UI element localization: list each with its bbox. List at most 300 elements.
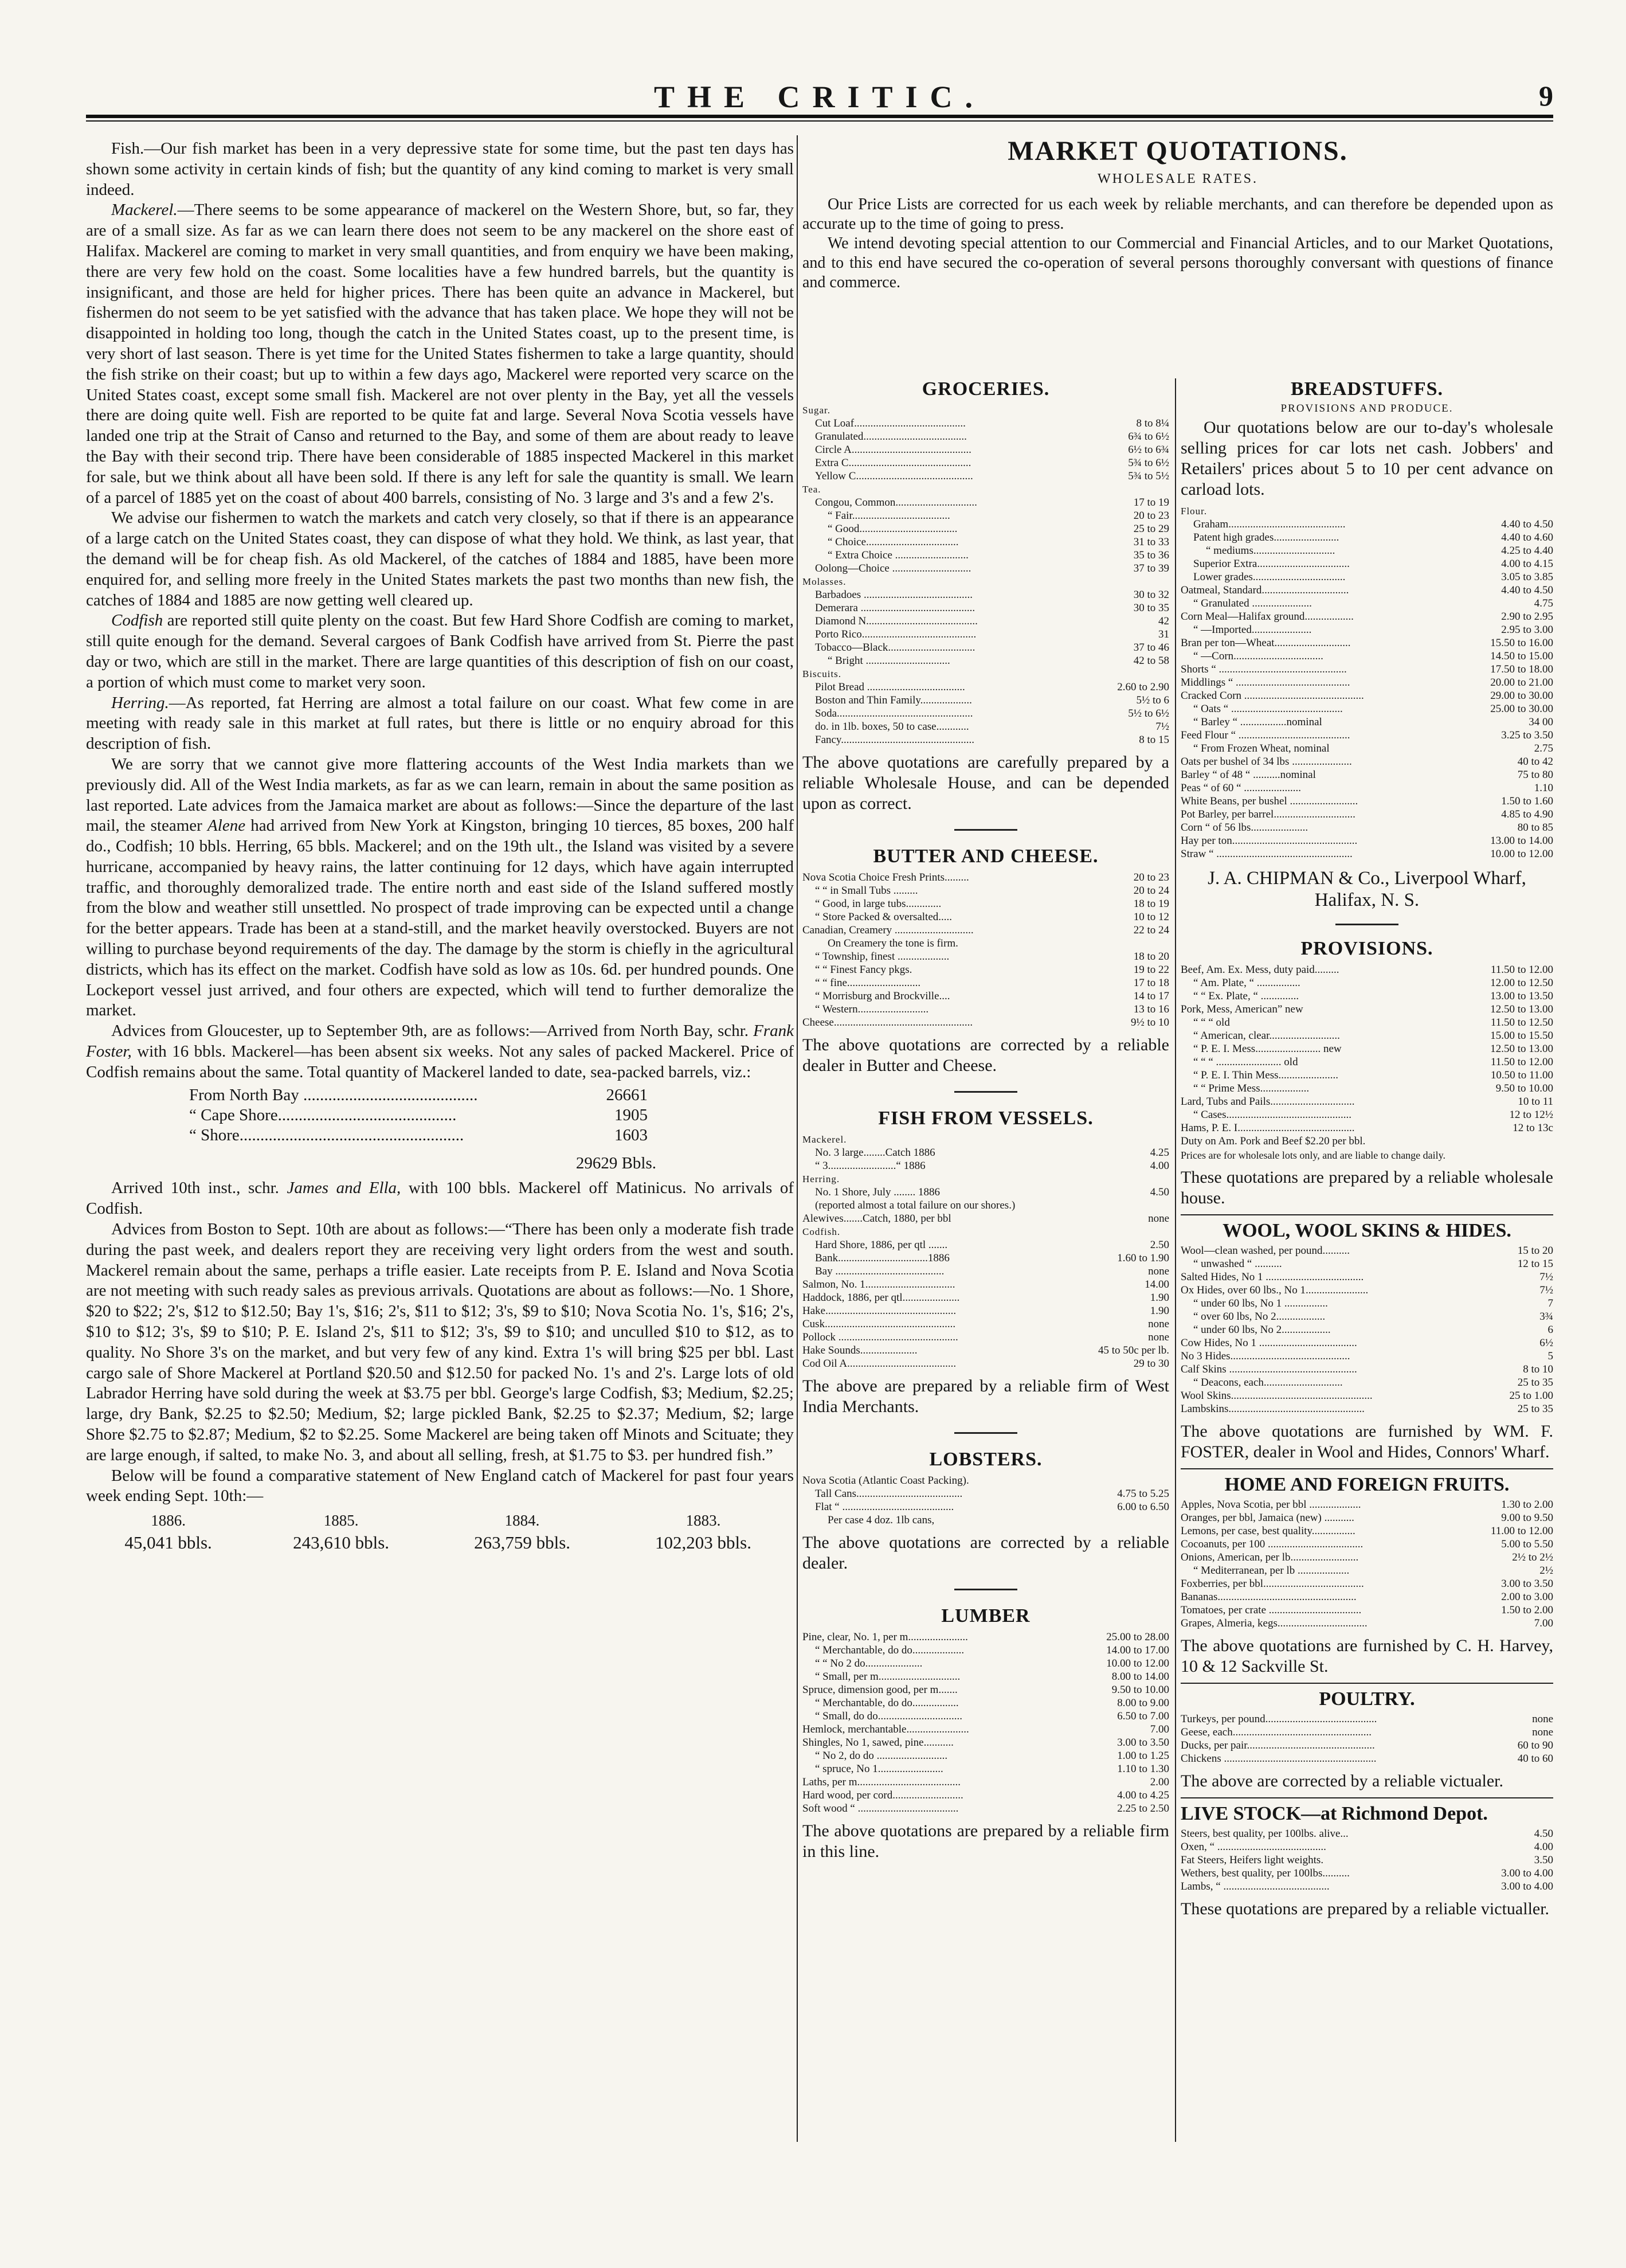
price-value: 3.50 [1534, 1854, 1553, 1866]
butter-table [802, 871, 1169, 1029]
price-row [802, 641, 1169, 654]
price-label: do. in 1lb. boxes, 50 to case............ [815, 721, 969, 733]
price-value: 19 to 22 [1133, 964, 1169, 976]
price-value: 15 to 20 [1517, 1245, 1553, 1257]
price-label: “ American, clear.......................... [1193, 1030, 1340, 1042]
price-row [802, 1003, 1169, 1016]
fruits-title: HOME AND FOREIGN FRUITS. [1224, 1474, 1510, 1495]
price-value: 9.50 to 10.00 [1495, 1082, 1553, 1094]
lumber-table [802, 1630, 1169, 1815]
west-india-paragraph [86, 754, 794, 1021]
price-label: “ “ No 2 do..................... [815, 1657, 923, 1669]
price-row [802, 937, 1169, 950]
wool-note: The above quotations are furnished by WM. F. FOSTER, dealer in Wool and Hides, Connors' Wharf. [1181, 1422, 1553, 1461]
price-value [1095, 1474, 1169, 1487]
catch-year: 1883. [685, 1512, 721, 1530]
price-row [1181, 702, 1553, 715]
price-row [802, 470, 1169, 483]
price-label: Bran per ton—Wheat............................ [1181, 637, 1351, 649]
price-label: Spruce, dimension good, per m....... [802, 1684, 958, 1696]
arrival-text-b: with 100 bbls. Mackerel off Matinicus. No arrivals of Codfish. [86, 1179, 794, 1218]
landed-row [189, 1085, 648, 1105]
price-label: Circle A............................................ [815, 444, 971, 456]
masthead-title: THE CRITIC. [653, 80, 986, 114]
fruits-section [1181, 1474, 1553, 1677]
price-value: 60 to 90 [1517, 1739, 1553, 1751]
codfish-lead: Codfish [111, 611, 163, 630]
price-row [1181, 1350, 1553, 1363]
price-row [1181, 1752, 1553, 1765]
ship-name-frank-foster: Frank Foster, [86, 1022, 794, 1061]
price-value: 4.25 [1150, 1147, 1169, 1159]
price-label: Oolong—Choice ............................. [815, 562, 971, 574]
price-label: Cheese................................................... [802, 1016, 973, 1029]
price-value: 10.00 to 12.00 [1490, 848, 1553, 860]
catch-year: 1886. [151, 1512, 186, 1530]
price-label: Corn Meal—Halifax ground.................. [1181, 611, 1354, 623]
price-row [802, 575, 1169, 588]
price-label: Tea. [802, 484, 821, 495]
price-row [802, 1159, 1169, 1172]
price-value [1095, 937, 1169, 950]
price-row [802, 430, 1169, 443]
price-label: Turkeys, per pound......................................... [1181, 1713, 1377, 1725]
price-value: 1.60 to 1.90 [1117, 1252, 1169, 1264]
poultry-section [1181, 1688, 1553, 1792]
price-row [802, 667, 1169, 681]
fish-market-column [86, 139, 794, 1554]
price-value: 2.75 [1534, 742, 1553, 754]
price-row [1181, 834, 1553, 847]
price-value: 7½ [1155, 721, 1169, 733]
price-row [802, 1514, 1169, 1527]
price-label: Feed Flour “ ......................................... [1181, 729, 1350, 741]
price-row [1181, 1297, 1553, 1310]
price-value: 20 to 23 [1133, 510, 1169, 522]
price-value: 25.00 to 30.00 [1490, 703, 1553, 715]
price-label: Lower grades.................................. [1193, 571, 1346, 583]
price-value: none [1532, 1726, 1553, 1738]
price-value: 5½ to 6 [1136, 694, 1169, 706]
price-row [802, 1500, 1169, 1514]
price-row [1181, 1577, 1553, 1590]
price-row [802, 884, 1169, 897]
price-value: 3.05 to 3.85 [1501, 571, 1553, 583]
price-value [1479, 1135, 1553, 1148]
catch-value: 263,759 bbls. [474, 1532, 571, 1553]
landed-row [189, 1125, 648, 1145]
price-label: Tall Cans....................................... [815, 1488, 963, 1500]
price-label: “ —Corn................................. [1193, 650, 1323, 662]
price-row [1181, 689, 1553, 702]
price-row [802, 1278, 1169, 1291]
price-label: Bay ........................................ [815, 1265, 945, 1277]
price-label: “ Morrisburg and Brockville.... [815, 990, 950, 1002]
price-value: 4.00 [1534, 1841, 1553, 1853]
price-row [1181, 729, 1553, 742]
herring-paragraph [86, 693, 794, 754]
price-row [1181, 795, 1553, 808]
price-value: 1.50 to 1.60 [1501, 795, 1553, 807]
price-label: Mackerel. [802, 1134, 847, 1145]
price-label: Beef, Am. Ex. Mess, duty paid......... [1181, 964, 1339, 976]
price-label: Granulated...................................... [815, 431, 967, 443]
price-row [802, 1630, 1169, 1644]
price-label: Hake Sounds..................... [802, 1344, 918, 1356]
price-value: 2.95 to 3.00 [1501, 624, 1553, 636]
catch-comparison-table [86, 1510, 794, 1554]
price-value: 17.50 to 18.00 [1490, 663, 1553, 675]
price-row [1181, 808, 1553, 821]
price-label: “ Granulated ...................... [1193, 597, 1312, 609]
price-row [802, 1225, 1169, 1238]
catch-value: 243,610 bbls. [293, 1532, 390, 1553]
price-label: Soda.................................................. [815, 707, 973, 719]
price-label: “ unwashed “ .......... [1193, 1258, 1282, 1270]
price-row [802, 1133, 1169, 1146]
price-value: 29.00 to 30.00 [1490, 690, 1553, 702]
price-label: Bananas................................................... [1181, 1591, 1357, 1603]
price-label: Tomatoes, per crate .................................. [1181, 1604, 1362, 1616]
price-label: “ Barley “ .................nominal [1193, 716, 1322, 728]
price-label: Yellow C........................................... [815, 470, 973, 482]
price-label: No. 3 large........Catch 1886 [815, 1147, 935, 1159]
price-label: “ Township, finest ................... [815, 951, 950, 963]
price-row [1181, 1257, 1553, 1270]
price-row [802, 1789, 1169, 1802]
price-label: “ over 60 lbs, No 2.................. [1193, 1311, 1326, 1323]
price-label: Tobacco—Black................................ [815, 642, 975, 654]
price-label: Oats per bushel of 34 lbs ...................... [1181, 756, 1352, 768]
price-label: Lambs, “ ....................................... [1181, 1880, 1330, 1892]
price-row [802, 1146, 1169, 1159]
price-row [1181, 742, 1553, 755]
price-row [802, 522, 1169, 535]
price-row [802, 1317, 1169, 1331]
landed-table [189, 1085, 648, 1145]
price-row [802, 588, 1169, 601]
price-row [802, 733, 1169, 746]
price-value: 12.50 to 13.00 [1490, 1003, 1553, 1015]
lobsters-title: LOBSTERS. [929, 1449, 1043, 1470]
price-row [802, 1357, 1169, 1370]
breadstuffs-credit: J. A. CHIPMAN & Co., Liverpool Wharf, Halifax, N. S. [1208, 868, 1526, 910]
price-label: “ Small, do do............................... [815, 1710, 963, 1722]
price-value: 9.00 to 9.50 [1501, 1512, 1553, 1524]
arrival-paragraph [86, 1178, 794, 1219]
gloucester-text-b: with 16 bbls. Mackerel—has been absent six weeks. Not any sales of packed Mackerel. Price of Codfish remains about the same. Total quantity of Mackerel landed to date, sea-packed barrels, viz.: [86, 1042, 794, 1081]
price-label: Cut Loaf......................................... [815, 417, 966, 429]
masthead-rule-thin [86, 120, 1553, 122]
livestock-title: LIVE STOCK—at Richmond Depot. [1181, 1803, 1488, 1824]
price-value: 7 [1547, 1297, 1553, 1309]
price-value [1095, 404, 1169, 417]
price-value: none [1532, 1713, 1553, 1725]
herring-text: —As reported, fat Herring are almost a total failure on our coast. What few come in are meeting with ready sale in this market at full rates, but there is little or no enquiry abroad for this description of fish. [86, 693, 794, 753]
price-row [1181, 570, 1553, 584]
price-label: “ Oats “ ......................................... [1193, 703, 1343, 715]
price-label: “ “ Ex. Plate, “ .............. [1193, 990, 1299, 1002]
price-row [1181, 1003, 1553, 1016]
price-label: Middlings “ .......................................... [1181, 677, 1350, 689]
price-value: 2.60 to 2.90 [1117, 681, 1169, 693]
price-row [802, 1710, 1169, 1723]
price-value: 2.25 to 2.50 [1117, 1802, 1169, 1815]
price-value: 13.00 to 13.50 [1490, 990, 1553, 1002]
price-value: 4.40 to 4.50 [1501, 518, 1553, 530]
price-label: Straw “ .................................................. [1181, 848, 1353, 860]
price-value: 10.00 to 12.00 [1106, 1657, 1169, 1669]
ship-name-alene: Alene [207, 816, 246, 835]
provisions-section [1181, 938, 1553, 1209]
price-value: 12 to 15 [1517, 1258, 1553, 1270]
price-label: Superior Extra.................................. [1193, 558, 1350, 570]
price-row [1181, 1042, 1553, 1055]
price-label: Lemons, per case, best quality................ [1181, 1525, 1355, 1537]
price-row [1181, 990, 1553, 1003]
price-label: Lard, Tubs and Pails............................... [1181, 1096, 1355, 1108]
price-row [1181, 1726, 1553, 1739]
price-row [1181, 676, 1553, 689]
section-rule [1181, 1797, 1553, 1798]
price-value: 15.00 to 15.50 [1490, 1030, 1553, 1042]
price-label: (reported almost a total failure on our shores.) [815, 1199, 1016, 1211]
price-value: 3.25 to 3.50 [1501, 729, 1553, 741]
price-row [1181, 1108, 1553, 1121]
price-label: Geese, each................................................... [1181, 1726, 1372, 1738]
price-label: “ No 2, do do .......................... [815, 1750, 948, 1762]
mackerel-paragraph [86, 200, 794, 508]
price-value: 31 to 33 [1133, 536, 1169, 548]
landed-total: 29629 Bbls. [575, 1153, 656, 1172]
poultry-table [1181, 1712, 1553, 1765]
price-label: Bank.................................1886 [815, 1252, 950, 1264]
price-value: 25 to 35 [1517, 1403, 1553, 1415]
price-row [802, 1344, 1169, 1357]
price-value: 6¾ to 6½ [1128, 431, 1169, 443]
price-label: “ “ Finest Fancy pkgs. [815, 964, 912, 976]
price-value: 35 to 36 [1133, 549, 1169, 561]
price-row [802, 1238, 1169, 1252]
page-number: 9 [1539, 80, 1553, 112]
gloucester-text-a: Advices from Gloucester, up to September 9th, are as follows:—Arrived from North Bay, schr. [111, 1022, 754, 1041]
price-label: Cow Hides, No 1 .................................... [1181, 1337, 1357, 1349]
price-row [1181, 1284, 1553, 1297]
price-value: 30 to 35 [1133, 602, 1169, 614]
price-row [802, 654, 1169, 667]
livestock-section [1181, 1803, 1553, 1919]
west-india-text-a: We are sorry that we cannot give more flattering accounts of the West India markets than we previously did. All of the West India markets, as far as we can learn, remain in about the same position as last reported. Late advices from the Jamaica market are about as follows:—Since the departure of the last mail, the steamer [86, 754, 794, 835]
price-row [1181, 531, 1553, 544]
mackerel-lead: Mackerel. [111, 201, 178, 220]
market-intro-1: Our Price Lists are corrected for us each week by reliable merchants, and can therefore be depended upon as accurate up to the time of going to press. [802, 195, 1553, 233]
price-label: “ Merchantable, do do................... [815, 1644, 965, 1656]
price-row [1181, 1590, 1553, 1604]
price-value [1095, 1514, 1169, 1527]
price-value: none [1148, 1213, 1169, 1225]
price-row [802, 1670, 1169, 1683]
price-row [1181, 584, 1553, 597]
price-label: “ “ Prime Mess.................. [1193, 1082, 1310, 1094]
landed-value: 26661 [606, 1085, 648, 1104]
price-label: “ Small, per m.............................. [815, 1671, 961, 1683]
price-label: Cracked Corn ............................................ [1181, 690, 1364, 702]
price-value: 37 to 46 [1133, 642, 1169, 654]
price-row [802, 910, 1169, 924]
price-label: “ Choice.................................. [828, 536, 959, 548]
price-label: Barley “ of 48 “ ..........nominal [1181, 769, 1316, 781]
butter-note: The above quotations are corrected by a reliable dealer in Butter and Cheese. [802, 1035, 1169, 1075]
price-label: “ Good.................................... [828, 523, 958, 535]
price-row [1181, 1604, 1553, 1617]
price-label: White Beans, per bushel ......................... [1181, 795, 1358, 807]
price-value: 11.50 to 12.00 [1490, 1056, 1553, 1068]
groceries-note: The above quotations are carefully prepared by a reliable Wholesale House, and can be depended upon as correct. [802, 753, 1169, 813]
price-row [1181, 1363, 1553, 1376]
price-row [1181, 755, 1553, 768]
price-label: Boston and Thin Family................... [815, 694, 972, 706]
price-value: 40 to 60 [1517, 1753, 1553, 1765]
price-label: “ —Imported...................... [1193, 624, 1312, 636]
price-row [802, 1265, 1169, 1278]
price-row [802, 1749, 1169, 1762]
price-label: “ Western.......................... [815, 1003, 929, 1015]
price-value: 10 to 11 [1518, 1096, 1553, 1108]
price-label: “ “ in Small Tubs ......... [815, 885, 918, 897]
price-value: 5½ to 6½ [1128, 707, 1169, 719]
mackerel-text: —There seems to be some appearance of mackerel on the Western Shore, but, so far, they are of a small size. As far as we can learn there does not seem to be any mackerel on the shore east of Halifax. Mackerel are coming to market in very small quantities, and from enquiry we have been making, there are very few hold on the coast. Some localities have a few hundred barrels, but the quantity is insignificant, and those are held for higher prices. There has been quite an advance in Mackerel, but fishermen do not seem to be yet satisfied with the advance that has taken place. We hope they will not be disappointed in holding too long, though the catch in the United States coast, up to the present time, is very short of last season. There is yet time for the United States fishermen to take a large quantity, should the fish strike on their coast; but up to within a few days ago, Mackerel were reported very scarce on the United States coast, except some small fish. Mackerel are not over plenty in the Bay, yet all the vessels there are doing quite well. Fish are reported to be quite fat and large. Several Nova Scotia vessels have landed one trip at the Strait of Canso and returned to the Bay, and some of them are about ready to leave the Bay with their second trip. There have been considerable of 1885 inspected Mackerel in this market for sale, but we think about all have been sold. If there is any left for sale the quantity is small. We learn of a parcel of 1885 yet on the coast of about 400 barrels, consisting of No. 3 large and 3's and a few 2's. [86, 201, 794, 507]
price-label: Barbadoes ........................................ [815, 589, 973, 601]
price-row [1181, 1564, 1553, 1577]
price-value: 4.50 [1534, 1828, 1553, 1840]
price-label: Nova Scotia Choice Fresh Prints......... [802, 871, 969, 883]
price-label: Per case 4 doz. 1lb cans, [828, 1514, 935, 1526]
lobsters-table [802, 1474, 1169, 1527]
price-row [802, 1186, 1169, 1199]
price-label: Grapes, Almeria, kegs................................. [1181, 1617, 1368, 1629]
price-value: 4.75 to 5.25 [1117, 1488, 1169, 1500]
price-label: “ Am. Plate, “ ................ [1193, 977, 1300, 989]
price-row [802, 1252, 1169, 1265]
price-row [802, 707, 1169, 720]
price-label: “ Mediterranean, per lb ................... [1193, 1565, 1350, 1577]
price-label: Congou, Common.............................. [815, 496, 977, 509]
price-value: 5¾ to 6½ [1128, 457, 1169, 469]
fish-paragraph-intro: Fish.—Our fish market has been in a very depressive state for some time, but the past ten days has shown some activity in certain kinds of fish; but the quantity of any kind coming to market is very small indeed. [86, 139, 794, 199]
price-label: Shorts “ ............................................... [1181, 663, 1347, 675]
price-value: 10.50 to 11.00 [1490, 1069, 1553, 1081]
price-row [802, 509, 1169, 522]
price-value: 1.00 to 1.25 [1117, 1750, 1169, 1762]
price-value: 17 to 19 [1133, 496, 1169, 509]
groceries-table [802, 404, 1169, 746]
price-row [1181, 597, 1553, 610]
section-divider [954, 1589, 1017, 1590]
price-label: Wool Skins.................................................... [1181, 1390, 1373, 1402]
market-quotations-title: MARKET QUOTATIONS. [1008, 136, 1348, 166]
price-value: 11.00 to 12.00 [1490, 1525, 1553, 1537]
price-value: 30 to 32 [1133, 589, 1169, 601]
price-value [1479, 505, 1553, 518]
price-row [802, 1736, 1169, 1749]
price-value: 14.50 to 15.00 [1490, 650, 1553, 662]
price-row [802, 417, 1169, 430]
price-value: 4.40 to 4.50 [1501, 584, 1553, 596]
price-value: 45 to 50c per lb. [1098, 1344, 1169, 1356]
comparative-paragraph: Below will be found a comparative statement of New England catch of Mackerel for past four years week ending Sept. 10th:— [86, 1466, 794, 1506]
price-value: 25 to 1.00 [1509, 1390, 1553, 1402]
price-value: 12 to 13c [1513, 1122, 1553, 1134]
price-value: 6 [1547, 1324, 1553, 1336]
price-label: Oranges, per bbl, Jamaica (new) ........... [1181, 1512, 1354, 1524]
price-label: Molasses. [802, 576, 847, 587]
price-label: Hams, P. E. I........................................... [1181, 1122, 1355, 1134]
price-row [802, 496, 1169, 509]
price-row [802, 950, 1169, 963]
price-row [802, 549, 1169, 562]
lumber-note: The above quotations are prepared by a reliable firm in this line. [802, 1821, 1169, 1861]
price-value: 80 to 85 [1517, 822, 1553, 834]
price-row [1181, 1538, 1553, 1551]
provisions-note: These quotations are prepared by a reliable wholesale house. [1181, 1168, 1553, 1207]
price-value: 4.85 to 4.90 [1501, 808, 1553, 820]
price-row [802, 535, 1169, 549]
price-row [802, 694, 1169, 707]
price-label: Laths, per m...................................... [802, 1776, 961, 1788]
price-value: 10 to 12 [1133, 911, 1169, 923]
section-divider [1335, 924, 1398, 925]
price-value: none [1148, 1265, 1169, 1277]
price-label: Alewives.......Catch, 1880, per bbl [802, 1213, 951, 1225]
price-label: Pork, Mess, American” new [1181, 1003, 1303, 1015]
price-row [1181, 1551, 1553, 1564]
gloucester-paragraph [86, 1021, 794, 1082]
price-value [1095, 1133, 1169, 1146]
price-value: 3.00 to 4.00 [1501, 1880, 1553, 1892]
price-label: Shingles, No 1, sawed, pine........... [802, 1737, 954, 1749]
price-value: 8 to 8¼ [1136, 417, 1169, 429]
price-row [802, 720, 1169, 733]
price-label: Cocoanuts, per 100 ................................... [1181, 1538, 1364, 1550]
provisions-title: PROVISIONS. [1300, 938, 1433, 959]
price-value [1095, 1225, 1169, 1238]
price-label: Calf Skins ............................................... [1181, 1363, 1357, 1375]
price-row [802, 562, 1169, 575]
price-value: 3.00 to 3.50 [1501, 1578, 1553, 1590]
price-row [802, 1172, 1169, 1186]
landed-row [189, 1105, 648, 1125]
price-value: 1.50 to 2.00 [1501, 1604, 1553, 1616]
price-row [1181, 1402, 1553, 1415]
price-label: Fancy................................................. [815, 734, 974, 746]
price-row [802, 1487, 1169, 1500]
price-label: Steers, best quality, per 100lbs. alive... [1181, 1828, 1349, 1840]
price-value: 7½ [1539, 1271, 1553, 1283]
price-label: Foxberries, per bbl..................................... [1181, 1578, 1364, 1590]
price-row [1181, 1029, 1553, 1042]
price-label: Canadian, Creamery ............................. [802, 924, 974, 936]
price-label: “ Good, in large tubs............. [815, 898, 942, 910]
price-label: Hake................................................ [802, 1305, 957, 1317]
price-label: Hemlock, merchantable....................... [802, 1723, 969, 1735]
price-label: “ Deacons, each............................. [1193, 1377, 1343, 1389]
price-label: Flour. [1181, 506, 1208, 517]
price-row [802, 615, 1169, 628]
price-value: 8 to 10 [1523, 1363, 1553, 1375]
price-value: 7.00 [1534, 1617, 1553, 1629]
price-value: 37 to 39 [1133, 562, 1169, 574]
price-value: 9.50 to 10.00 [1111, 1684, 1169, 1696]
